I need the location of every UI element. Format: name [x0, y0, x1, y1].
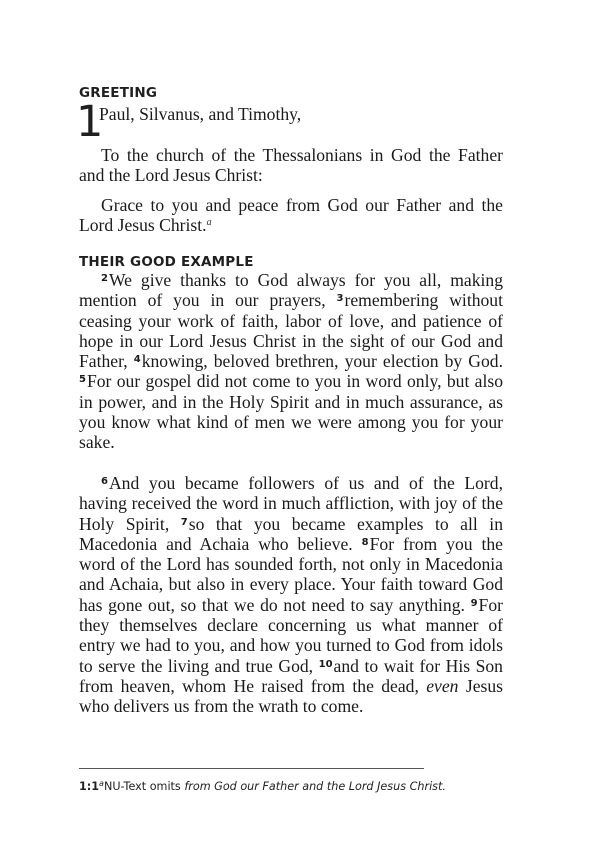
section-heading-greeting: GREETING: [79, 85, 158, 101]
footnote: [79, 780, 446, 793]
verse-number: 3: [336, 293, 344, 305]
grace-text: Grace to you and peace from God our Father and the Lord Jesus Christ.: [79, 195, 503, 236]
verse-number: 5: [79, 374, 86, 386]
verse-text: knowing, beloved brethren, your election by God.: [141, 351, 503, 372]
verse-number: 7: [180, 516, 188, 528]
footnote-letter: a: [99, 779, 104, 788]
footnote-reference: 1:1: [79, 780, 100, 793]
greeting-line: Paul, Silvanus, and Timothy,: [99, 104, 302, 124]
footnote-text: NU-Text omits: [103, 780, 185, 793]
verse-number: 8: [361, 536, 369, 548]
greeting-church-paragraph: To the church of the Thessalonians in God the Father and the Lord Jesus Christ:: [79, 145, 503, 186]
verse-text: remembering without ceasing your work of faith, labor of love, and patience of hope in our Lord Jesus Christ in the sight of our God and Father,: [79, 290, 503, 372]
verse-text: Jesus who delivers us from the wrath to come.: [79, 675, 503, 717]
greeting-grace-paragraph: [79, 195, 503, 236]
footnote-italic-text: from God our Father and the Lord Jesus Christ.: [184, 780, 446, 793]
verse-number: 10: [318, 658, 333, 670]
verse-text: We give thanks to God always for you all, making mention of you in our prayers,: [79, 270, 503, 311]
verse-text: For our gospel did not come to you in word only, but also in power, and in the Holy Spirit and in much assurance, as you know what kind of men we were among you for your sake.: [79, 371, 503, 453]
verse-text: so that you became examples to all in Macedonia and Achaia who believe.: [79, 513, 503, 554]
verse-number: 6: [101, 476, 108, 487]
footnote-divider: [79, 768, 424, 769]
verse-text: For from you the word of the Lord has sounded forth, not only in Macedonia and Achaia, but also in every place. Your faith toward God has gone out, so that we do not need to say anything.: [79, 533, 503, 615]
verse-number: 2: [101, 273, 108, 284]
verse-italic-word: even: [426, 675, 459, 696]
verse-text: For they themselves declare concerning us what manner of entry we had to you, and how you turned to God from idols to serve the living and true God,: [79, 594, 503, 676]
footnote-marker[interactable]: a: [206, 217, 212, 229]
verse-paragraph-6-10: [79, 473, 503, 717]
verse-paragraph-2-5: [79, 270, 503, 453]
section-heading-their-good-example: THEIR GOOD EXAMPLE: [79, 254, 254, 270]
verse-number: 4: [133, 354, 141, 366]
verse-text: And you became followers of us and of the Lord, having received the word in much affliction, with joy of the Holy Spirit,: [79, 473, 503, 534]
chapter-number: 1: [76, 97, 104, 147]
verse-text: and to wait for His Son from heaven, whom He raised from the dead,: [79, 655, 503, 696]
verse-number: 9: [470, 597, 478, 609]
